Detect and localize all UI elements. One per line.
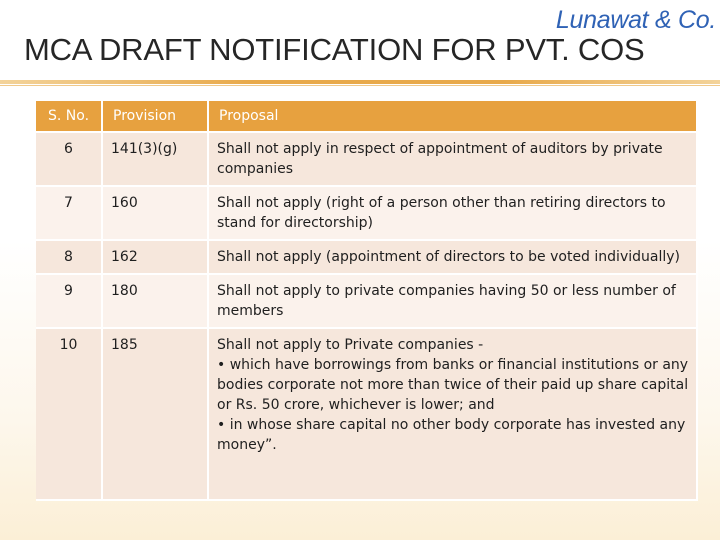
proposal-bullet: • in whose share capital no other body corporate has invested any money”.: [217, 417, 686, 453]
table-row: [36, 186, 697, 240]
proposal-line: Shall not apply (right of a person other than retiring directors to stand for directorship): [217, 195, 666, 231]
cell-proposal: [208, 240, 697, 274]
cell-proposal: [208, 274, 697, 328]
cell-provision: 141(3)(g): [102, 132, 208, 186]
header-sno: S. No.: [36, 101, 102, 132]
table-header-row: [36, 101, 697, 132]
header-proposal: Proposal: [208, 101, 697, 132]
proposal-line: Shall not apply (appointment of directors to be voted individually): [217, 249, 680, 265]
brand-logo: Lunawat & Co.: [555, 6, 716, 34]
provisions-table: [36, 101, 698, 501]
header-provision: Provision: [102, 101, 208, 132]
proposal-line: Shall not apply to private companies having 50 or less number of members: [217, 283, 676, 319]
cell-provision: 160: [102, 186, 208, 240]
cell-sno: 6: [36, 132, 102, 186]
table-row: [36, 274, 697, 328]
cell-sno: 8: [36, 240, 102, 274]
table-row: [36, 132, 697, 186]
page-title: MCA DRAFT NOTIFICATION FOR PVT. COS: [24, 32, 645, 67]
proposal-bullet: • which have borrowings from banks or financial institutions or any bodies corporate not more than twice of their paid up share capital or Rs. 50 crore, whichever is lower; and: [217, 357, 689, 413]
title-divider: [0, 80, 720, 84]
proposal-line: Shall not apply in respect of appointment of auditors by private companies: [217, 141, 663, 177]
proposal-line: Shall not apply to Private companies -: [217, 337, 484, 353]
cell-sno: 9: [36, 274, 102, 328]
cell-provision: 185: [102, 328, 208, 500]
cell-proposal: [208, 186, 697, 240]
cell-sno: 7: [36, 186, 102, 240]
cell-sno: 10: [36, 328, 102, 500]
title-divider-thin: [0, 85, 720, 86]
table-row: [36, 328, 697, 500]
table-row: [36, 240, 697, 274]
cell-provision: 180: [102, 274, 208, 328]
cell-proposal: [208, 132, 697, 186]
cell-provision: 162: [102, 240, 208, 274]
cell-proposal: [208, 328, 697, 500]
